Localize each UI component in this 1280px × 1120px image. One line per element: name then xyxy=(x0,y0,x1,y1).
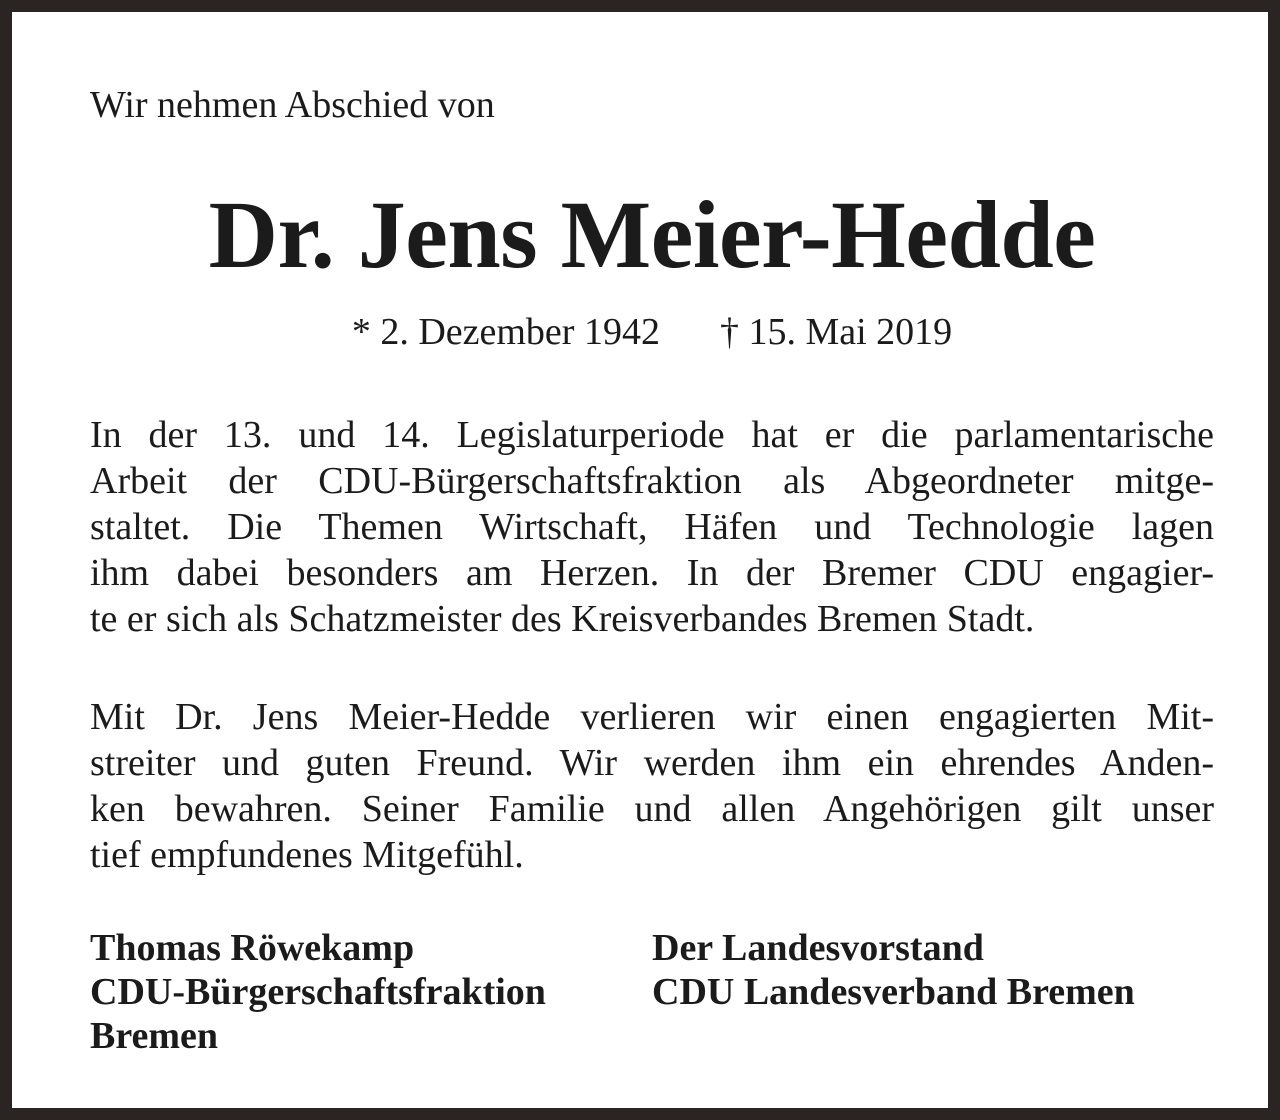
death-date: † 15. Mai 2019 xyxy=(719,311,953,353)
signature-left xyxy=(90,926,546,1058)
obituary-content xyxy=(90,12,1214,1120)
intro-text: Wir nehmen Abschied von xyxy=(90,84,495,126)
paragraph-condolence xyxy=(90,694,1214,878)
paragraph-line: ken bewahren. Seiner Familie und allen Angehörigen gilt unser xyxy=(90,788,1214,830)
paragraph-line: In der 13. und 14. Legislaturperiode hat er die parlamentarische xyxy=(90,414,1214,456)
paragraph-line: Mit Dr. Jens Meier-Hedde verlieren wir einen engagierten Mit- xyxy=(90,696,1214,738)
deceased-name: Dr. Jens Meier-Hedde xyxy=(208,181,1096,288)
paragraph-line: ihm dabei besonders am Herzen. In der Bremer CDU engagier- xyxy=(90,552,1214,594)
paragraph-career xyxy=(90,412,1214,642)
life-dates xyxy=(90,309,1214,355)
signature-line: Thomas Röwekamp xyxy=(90,927,415,969)
paragraph-line: tief empfundenes Mitgefühl. xyxy=(90,834,524,876)
birth-date: * 2. Dezember 1942 xyxy=(351,311,660,353)
signature-line: Bremen xyxy=(90,1015,219,1057)
signature-line: CDU-Bürgerschaftsfraktion xyxy=(90,971,546,1013)
signature-right xyxy=(652,926,1135,1014)
signature-line: Der Landesvorstand xyxy=(652,927,984,969)
signature-line: CDU Landesverband Bremen xyxy=(652,971,1135,1013)
paragraph-line: staltet. Die Themen Wirtschaft, Häfen und Technologie lagen xyxy=(90,506,1214,548)
paragraph-line: Arbeit der CDU-Bürgerschaftsfraktion als Abgeordneter mitge- xyxy=(90,460,1214,502)
paragraph-line: streiter und guten Freund. Wir werden ihm ein ehrendes Anden- xyxy=(90,742,1214,784)
paragraph-line: te er sich als Schatzmeister des Kreisverbandes Bremen Stadt. xyxy=(90,598,1035,640)
